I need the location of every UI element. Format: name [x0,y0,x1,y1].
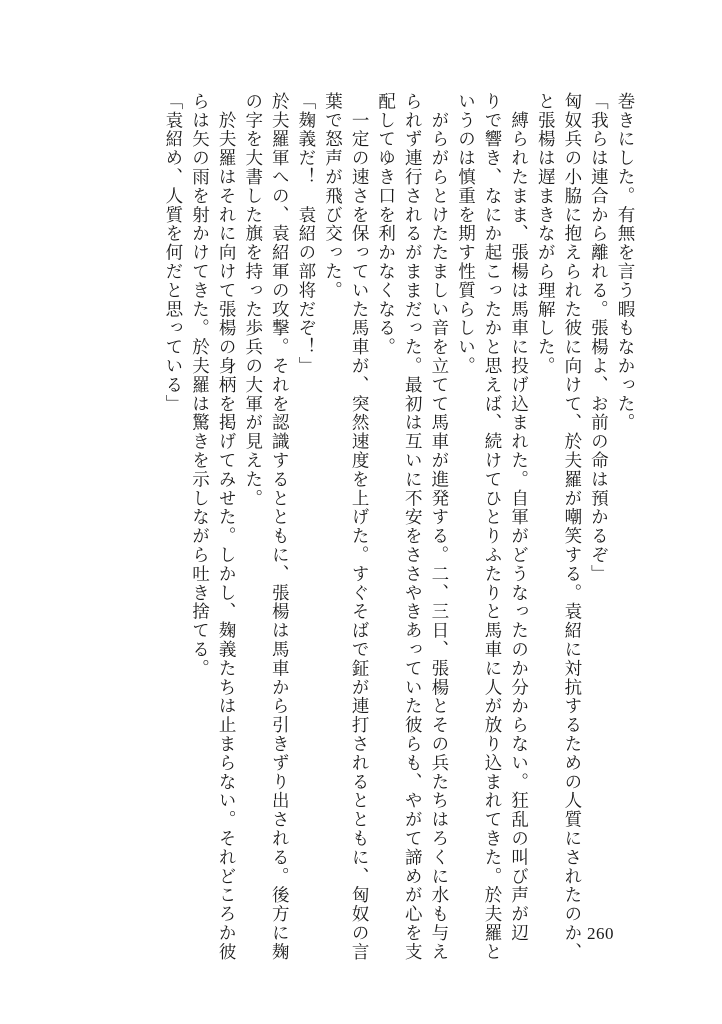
text-line: 匈奴兵の小脇に抱えられた彼に向けて、於夫羅が嘲笑する。袁紹に対抗するための人質にされたのか、 [561,92,582,962]
page-number: 260 [587,924,614,943]
text-line: 配してゆき口を利かなくなる。 [375,92,396,357]
text-line: がらがらとけたたましい音を立てて馬車が進発する。二、三日、張楊とその兵たちはろくに水も与え [428,92,449,962]
text-line: 「我らは連合から離れる。張楊よ、お前の命は預かるぞ」 [588,92,609,584]
text-line: らは矢の雨を射かけてきた。於夫羅は驚きを示しながら吐き捨てる。 [189,92,210,678]
text-line: 於夫羅はそれに向けて張楊の身柄を掲げてみせた。しかし、麹義たちは止まらない。それどころか彼 [216,92,237,962]
text-line: 葉で怒声が飛び交った。 [322,92,343,300]
text-line: られず連行されるがままだった。最初は互いに不安をささやきあっていた彼らも、やがて諦めが心を支 [402,92,423,962]
text-line: りで響き、なにか起こったかと思えば、続けてひとりふたりと馬車に人が放り込まれてきた。於夫羅と [482,92,503,962]
text-line: いうのは慎重を期す性質らしい。 [455,92,476,376]
text-line: 一定の速さを保っていた馬車が、突然速度を上げた。すぐそばで鉦が連打されるとともに、匈奴の言 [349,92,370,962]
text-line: 於夫羅軍への、袁紹軍の攻撃。それを認識するとともに、張楊は馬車から引きずり出される。後方に麹 [269,92,290,962]
text-line: と張楊は遅まきながら理解した。 [535,92,556,376]
text-line: 「袁紹め、人質を何だと思っている」 [162,92,183,414]
text-line: 「麹義だ！ 袁紹の部将だぞ！」 [295,92,316,376]
text-line: の字を大書した旗を持った歩兵の大軍が見えた。 [242,92,263,508]
text-line: 巻きにした。有無を言う暇もなかった。 [615,92,635,433]
text-line: 縛られたまま、張楊は馬車に投げ込まれた。自軍がどうなったのか分からない。狂乱の叫び声が辺 [508,92,529,943]
